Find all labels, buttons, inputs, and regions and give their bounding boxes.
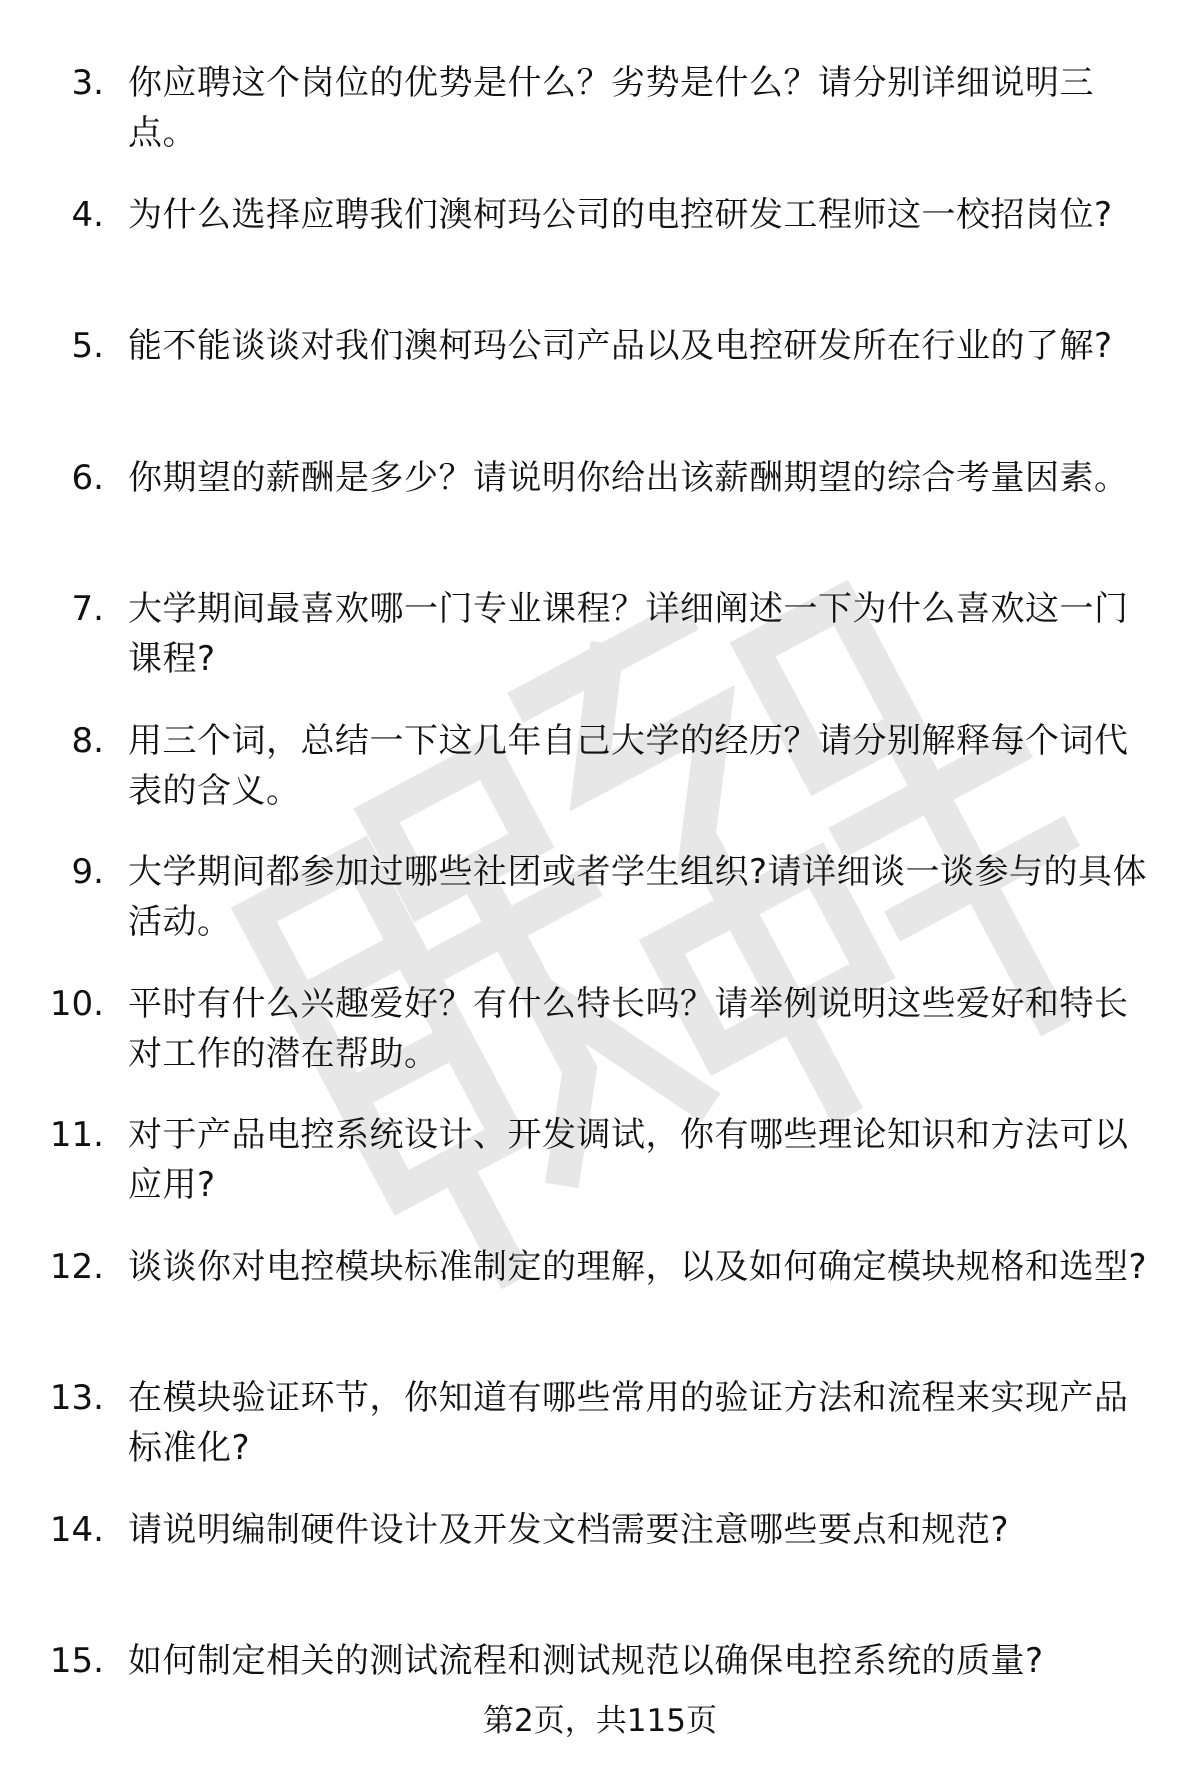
- question-text: 你期望的薪酬是多少？请说明你给出该薪酬期望的综合考量因素。: [128, 457, 1129, 498]
- question-text: 大学期间都参加过哪些社团或者学生组织?请详细谈一谈参与的具体活动。: [128, 852, 1148, 942]
- list-item: [0, 584, 1200, 716]
- question-text: 能不能谈谈对我们澳柯玛公司产品以及电控研发所在行业的了解?: [128, 326, 1113, 366]
- list-item: [0, 716, 1200, 848]
- question-text: 为什么选择应聘我们澳柯玛公司的电控研发工程师这一校招岗位?: [128, 194, 1113, 235]
- list-item: [0, 190, 1200, 322]
- question-text: 如何制定相关的测试流程和测试规范以确保电控系统的质量?: [128, 1641, 1044, 1681]
- question-number: 4.: [71, 194, 104, 235]
- list-item: [0, 1505, 1200, 1637]
- question-number: 5.: [71, 326, 104, 366]
- question-number: 11.: [49, 1115, 104, 1155]
- list-item: [0, 321, 1200, 453]
- question-number: 8.: [71, 720, 104, 761]
- question-text: 你应聘这个岗位的优势是什么？劣势是什么？请分别详细说明三点。: [128, 63, 1094, 153]
- question-list: [0, 58, 1200, 1768]
- question-number: 7.: [71, 589, 104, 629]
- question-number: 3.: [71, 63, 104, 103]
- question-number: 10.: [49, 983, 104, 1024]
- question-text: 谈谈你对电控模块标准制定的理解，以及如何确定模块规格和选型?: [128, 1246, 1148, 1287]
- question-text: 用三个词，总结一下这几年自己大学的经历？请分别解释每个词代表的含义。: [128, 720, 1129, 811]
- question-number: 9.: [71, 852, 104, 892]
- list-item: [0, 847, 1200, 979]
- question-number: 15.: [49, 1641, 104, 1681]
- question-text: 大学期间最喜欢哪一门专业课程？详细阐述一下为什么喜欢这一门课程?: [128, 589, 1129, 679]
- list-item: [0, 58, 1200, 190]
- question-number: 12.: [49, 1246, 104, 1287]
- question-number: 13.: [49, 1378, 104, 1418]
- question-text: 对于产品电控系统设计、开发调试，你有哪些理论知识和方法可以应用?: [128, 1115, 1129, 1205]
- question-text: 请说明编制硬件设计及开发文档需要注意哪些要点和规范?: [128, 1509, 1010, 1550]
- list-item: [0, 979, 1200, 1111]
- list-item: [0, 453, 1200, 585]
- question-number: 6.: [71, 457, 104, 498]
- question-text: 平时有什么兴趣爱好？有什么特长吗？请举例说明这些爱好和特长对工作的潜在帮助。: [128, 983, 1129, 1074]
- question-text: 在模块验证环节，你知道有哪些常用的验证方法和流程来实现产品标准化?: [128, 1378, 1129, 1468]
- list-item: [0, 1242, 1200, 1374]
- list-item: [0, 1373, 1200, 1505]
- page-footer: 第2页，共115页: [483, 1703, 717, 1739]
- list-item: [0, 1110, 1200, 1242]
- question-number: 14.: [49, 1509, 104, 1550]
